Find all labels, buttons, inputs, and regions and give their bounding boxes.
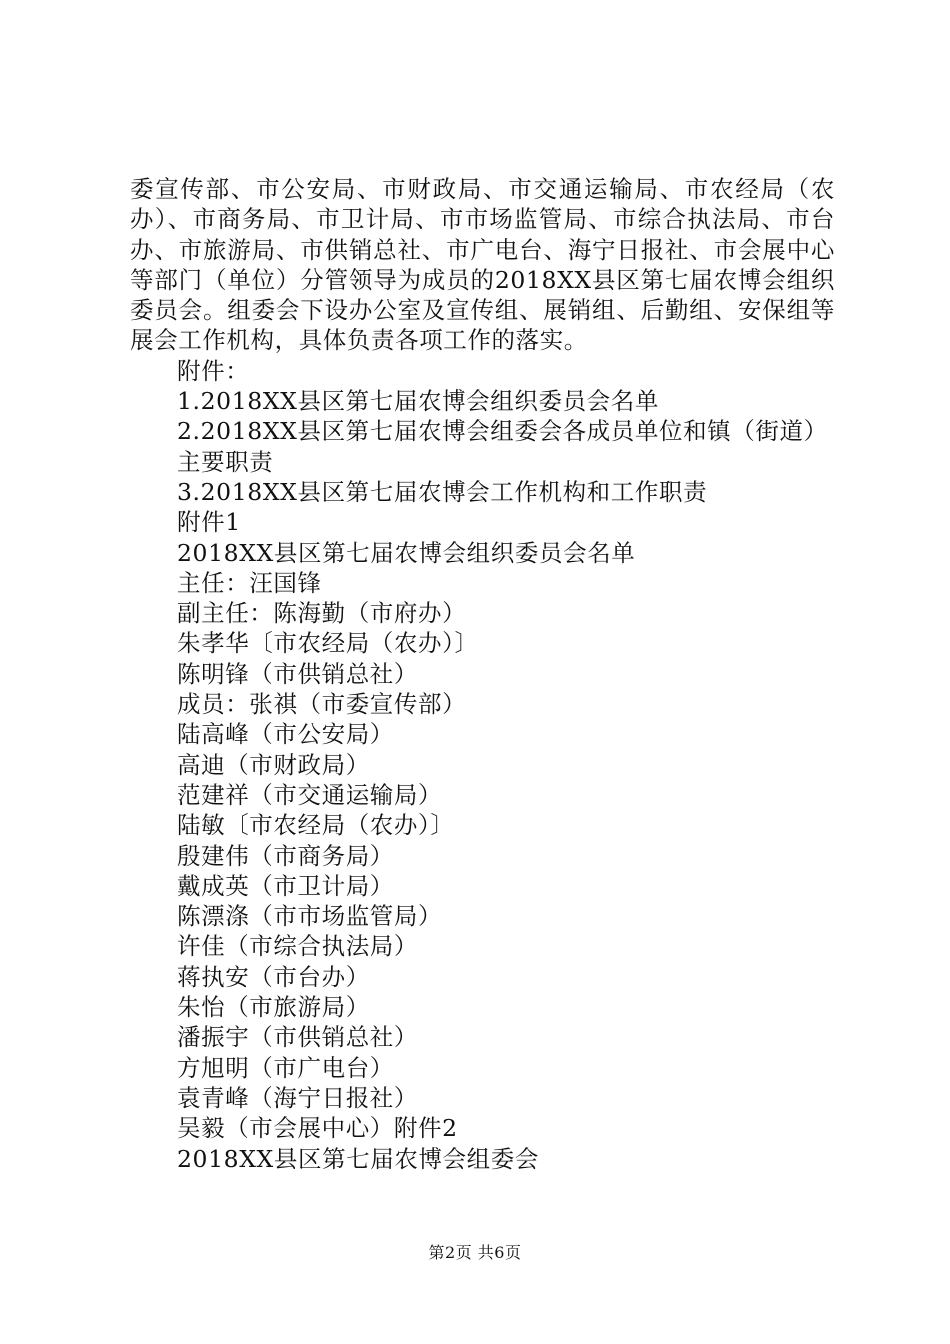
attachment-item-2: 2.2018XX县区第七届农博会组委会各成员单位和镇（街道）主要职责: [177, 417, 828, 476]
committee-member: 高迪（市财政局）: [177, 750, 370, 779]
committee-member: 戴成英（市卫计局）: [177, 871, 394, 900]
committee-member: 许佳（市综合执法局）: [177, 932, 418, 961]
committee-member: 潘振宇（市供销总社）: [177, 1023, 418, 1052]
committee-deputy-director: 副主任：陈海勤（市府办）: [177, 599, 467, 628]
committee-member: 吴毅（市会展中心）附件2: [177, 1114, 458, 1143]
attachment-item-1: 1.2018XX县区第七届农博会组织委员会名单: [177, 387, 659, 416]
document-body: [130, 174, 835, 1174]
attachment-item-3: 3.2018XX县区第七届农博会工作机构和工作职责: [177, 477, 708, 506]
committee-member: 陈漂涤（市市场监管局）: [177, 902, 443, 931]
committee-deputy-director: 朱孝华〔市农经局（农办）〕: [177, 629, 479, 658]
appendix2-title: 2018XX县区第七届农博会组委会: [177, 1144, 539, 1173]
committee-member: 方旭明（市广电台）: [177, 1053, 394, 1082]
committee-member: 朱怡（市旅游局）: [177, 993, 370, 1022]
committee-director: 主任：汪国锋: [177, 568, 322, 597]
committee-member: 陆敏〔市农经局（农办）〕: [177, 811, 455, 840]
committee-member: 袁青峰（海宁日报社）: [177, 1083, 418, 1112]
page-footer: 第2页 共6页: [428, 1243, 522, 1262]
committee-member: 陆高峰（市公安局）: [177, 720, 394, 749]
appendix1-label: 附件1: [177, 508, 241, 537]
appendix1-title: 2018XX县区第七届农博会组织委员会名单: [177, 538, 636, 567]
committee-member: 蒋执安（市台办）: [177, 962, 370, 991]
committee-member: 殷建伟（市商务局）: [177, 841, 394, 870]
committee-deputy-director: 陈明锋（市供销总社）: [177, 659, 418, 688]
attachments-heading: 附件：: [177, 356, 250, 385]
committee-member: 范建祥（市交通运输局）: [177, 780, 443, 809]
committee-member: 成员：张祺（市委宣传部）: [177, 690, 467, 719]
intro-paragraph: 委宣传部、市公安局、市财政局、市交通运输局、市农经局（农办）、市商务局、市卫计局、市市场监管局、市综合执法局、市台办、市旅游局、市供销总社、市广电台、海宁日报社、市会展中心等部门（单位）分管领导为成员的2018XX县区第七届农博会组织委员会。组委会下设办公室及宣传组、展销组、后勤组、安保组等展会工作机构，具体负责各项工作的落实。: [130, 175, 835, 355]
